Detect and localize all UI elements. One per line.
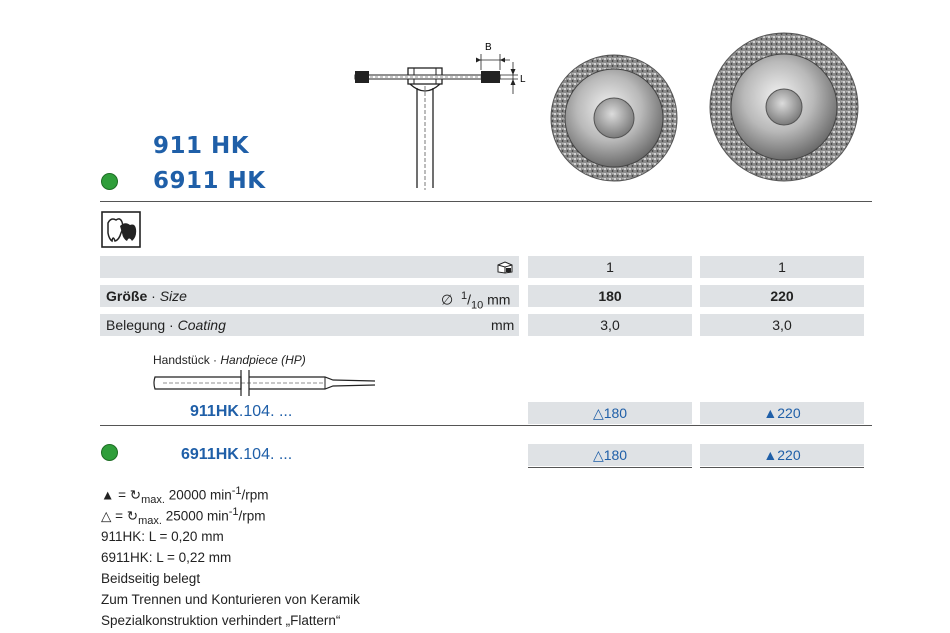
unit-fraction-den: 10 bbox=[471, 299, 484, 312]
order-code-6911hk bbox=[181, 446, 292, 464]
green-dot-icon bbox=[101, 173, 118, 190]
order-option-6911hk-180[interactable]: △180 bbox=[528, 444, 692, 466]
order-option-911hk-220[interactable]: ▲220 bbox=[700, 402, 864, 424]
rpm-unit: /rpm bbox=[241, 487, 269, 503]
rpm-unit: /rpm bbox=[238, 508, 266, 524]
order-code-6911hk-main: 6911HK bbox=[181, 446, 239, 463]
rpm-value: 20000 min bbox=[168, 487, 232, 503]
note-construction: Spezialkonstruktion verhindert „Flattern“ bbox=[101, 613, 341, 628]
size-label-de: Größe bbox=[106, 288, 148, 304]
option-underline-180 bbox=[528, 467, 692, 468]
handpiece-shank-drawing bbox=[153, 368, 378, 398]
green-dot-icon bbox=[101, 444, 118, 461]
handpiece-label-en: Handpiece (HP) bbox=[220, 353, 306, 367]
filled-triangle-icon: ▲ = bbox=[101, 487, 126, 503]
note-usage: Zum Trennen und Konturieren von Keramik bbox=[101, 592, 360, 607]
order-code-911hk-main: 911HK bbox=[190, 403, 239, 420]
order-code-6911hk-rest: .104. ... bbox=[238, 446, 293, 463]
coating-row-label: Belegung · Coating bbox=[106, 317, 226, 333]
option-underline-220 bbox=[700, 467, 864, 468]
rotation-icon: ↻ bbox=[126, 508, 139, 524]
order-code-911hk bbox=[190, 403, 292, 421]
size-row-label: Größe · Size bbox=[106, 288, 187, 304]
coating-value-220: 3,0 bbox=[700, 314, 864, 336]
rpm-exp: -1 bbox=[231, 485, 242, 497]
diameter-symbol: ∅ bbox=[441, 291, 454, 308]
dimension-l-label: L bbox=[520, 74, 526, 85]
order-code-911hk-rest: .104. ... bbox=[238, 403, 293, 420]
ceramic-crown-icon bbox=[101, 211, 141, 248]
size-label-en: Size bbox=[159, 288, 187, 304]
size-unit-mm: mm bbox=[487, 291, 511, 308]
disc-photo-small bbox=[549, 53, 679, 183]
rpm-exp: -1 bbox=[228, 506, 239, 518]
pack-row-label-bg bbox=[100, 256, 519, 278]
coating-value-180: 3,0 bbox=[528, 314, 692, 336]
coating-label-en: Coating bbox=[177, 317, 226, 333]
open-triangle-icon: △ = bbox=[101, 508, 124, 524]
dimension-b-label: B bbox=[485, 42, 492, 53]
note-6911hk-thickness: 6911HK: L = 0,22 mm bbox=[101, 550, 232, 565]
rpm-max-label: max. bbox=[138, 515, 162, 528]
size-value-180: 180 bbox=[528, 285, 692, 307]
order-option-6911hk-220[interactable]: ▲220 bbox=[700, 444, 864, 466]
rotation-icon: ↻ bbox=[129, 487, 142, 503]
pack-qty-220: 1 bbox=[700, 256, 864, 278]
product-title-6911hk: 6911 HK bbox=[153, 168, 266, 194]
disc-photo-large bbox=[708, 31, 860, 183]
order-divider bbox=[100, 425, 872, 426]
size-unit: ∅ $^1/_{10}$ mm bbox=[441, 290, 511, 312]
coating-label-de: Belegung bbox=[106, 317, 166, 333]
handpiece-label-de: Handstück bbox=[153, 353, 210, 367]
note-911hk-thickness: 911HK: L = 0,20 mm bbox=[101, 529, 224, 544]
note-double-sided: Beidseitig belegt bbox=[101, 571, 201, 586]
product-title-911hk: 911 HK bbox=[153, 133, 250, 159]
pack-qty-180: 1 bbox=[528, 256, 692, 278]
handpiece-label: Handstück · Handpiece (HP) bbox=[153, 353, 306, 367]
package-box-icon bbox=[497, 260, 513, 274]
size-value-220: 220 bbox=[700, 285, 864, 307]
rpm-max-label: max. bbox=[141, 494, 165, 507]
order-option-911hk-180[interactable]: △180 bbox=[528, 402, 692, 424]
disc-technical-drawing bbox=[350, 38, 530, 190]
rpm-value: 25000 min bbox=[165, 508, 229, 524]
coating-unit: mm bbox=[491, 317, 515, 333]
unit-fraction-num: 1 bbox=[460, 290, 468, 302]
section-divider bbox=[100, 201, 872, 202]
